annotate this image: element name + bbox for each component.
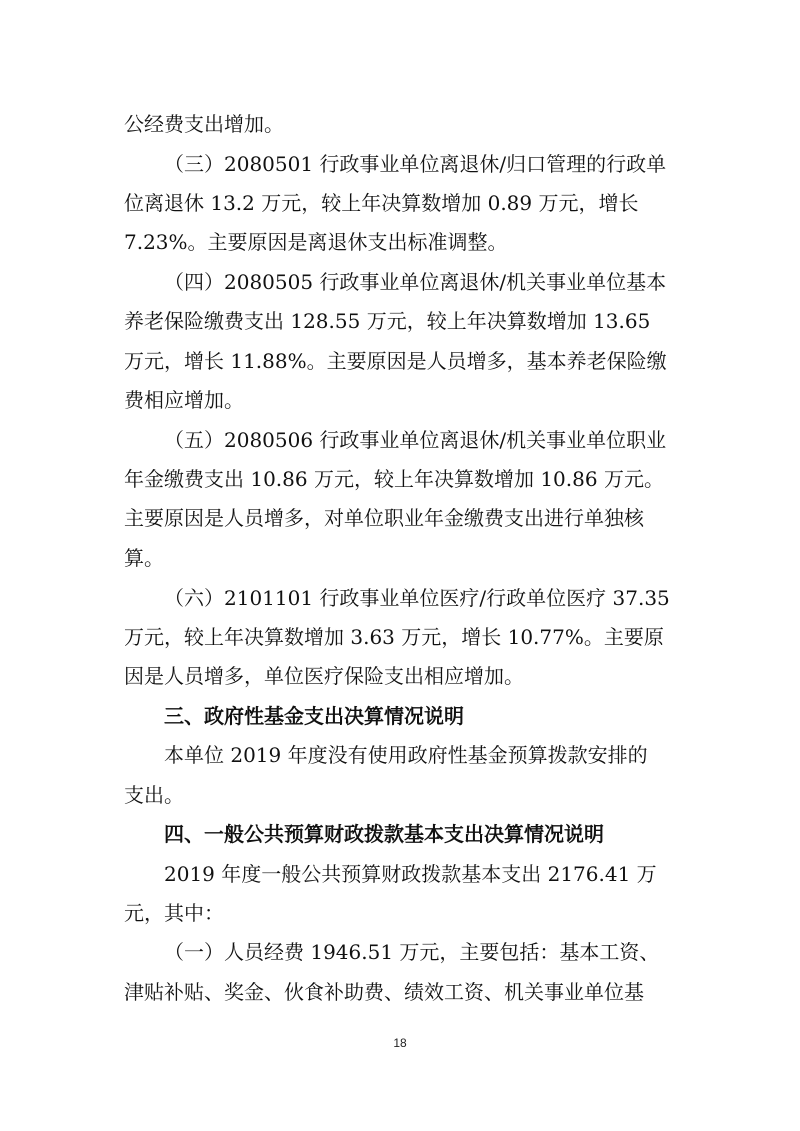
- body-text-line: 位离退休 13.2 万元，较上年决算数增加 0.89 万元，增长: [124, 191, 639, 215]
- section-heading: 四、一般公共预算财政拨款基本支出决算情况说明: [164, 822, 604, 846]
- body-text-line: 津贴补贴、奖金、伙食补助费、绩效工资、机关事业单位基: [124, 980, 644, 1004]
- body-text-line: 万元，较上年决算数增加 3.63 万元，增长 10.77%。主要原: [124, 625, 664, 649]
- body-text-line: 养老保险缴费支出 128.55 万元，较上年决算数增加 13.65: [124, 309, 651, 333]
- body-text-line: 费相应增加。: [124, 388, 244, 412]
- body-text-line: 主要原因是人员增多，对单位职业年金缴费支出进行单独核: [124, 506, 644, 530]
- body-text-line: 万元，增长 11.88%。主要原因是人员增多，基本养老保险缴: [124, 349, 667, 373]
- body-text-line: 7.23%。主要原因是离退休支出标准调整。: [124, 230, 508, 254]
- section-heading: 三、政府性基金支出决算情况说明: [164, 704, 464, 728]
- body-text-line: 元，其中：: [124, 901, 224, 925]
- body-text-line: 公经费支出增加。: [124, 112, 284, 136]
- body-text-line: 年金缴费支出 10.86 万元，较上年决算数增加 10.86 万元。: [124, 467, 664, 491]
- body-text-line: （五）2080506 行政事业单位离退休/机关事业单位职业: [164, 428, 667, 452]
- body-text-line: （四）2080505 行政事业单位离退休/机关事业单位基本: [164, 270, 667, 294]
- body-text-line: （一）人员经费 1946.51 万元，主要包括：基本工资、: [164, 940, 660, 964]
- body-text-line: （六）2101101 行政事业单位医疗/行政单位医疗 37.35: [164, 586, 670, 610]
- body-text-line: 因是人员增多，单位医疗保险支出相应增加。: [124, 664, 524, 688]
- body-text-line: 算。: [124, 546, 164, 570]
- body-text-line: 2019 年度一般公共预算财政拨款基本支出 2176.41 万: [164, 862, 657, 886]
- page-number: 18: [393, 1036, 407, 1050]
- body-text-line: 本单位 2019 年度没有使用政府性基金预算拨款安排的: [164, 743, 648, 767]
- body-text-line: （三）2080501 行政事业单位离退休/归口管理的行政单: [164, 152, 667, 176]
- body-text-line: 支出。: [124, 783, 184, 807]
